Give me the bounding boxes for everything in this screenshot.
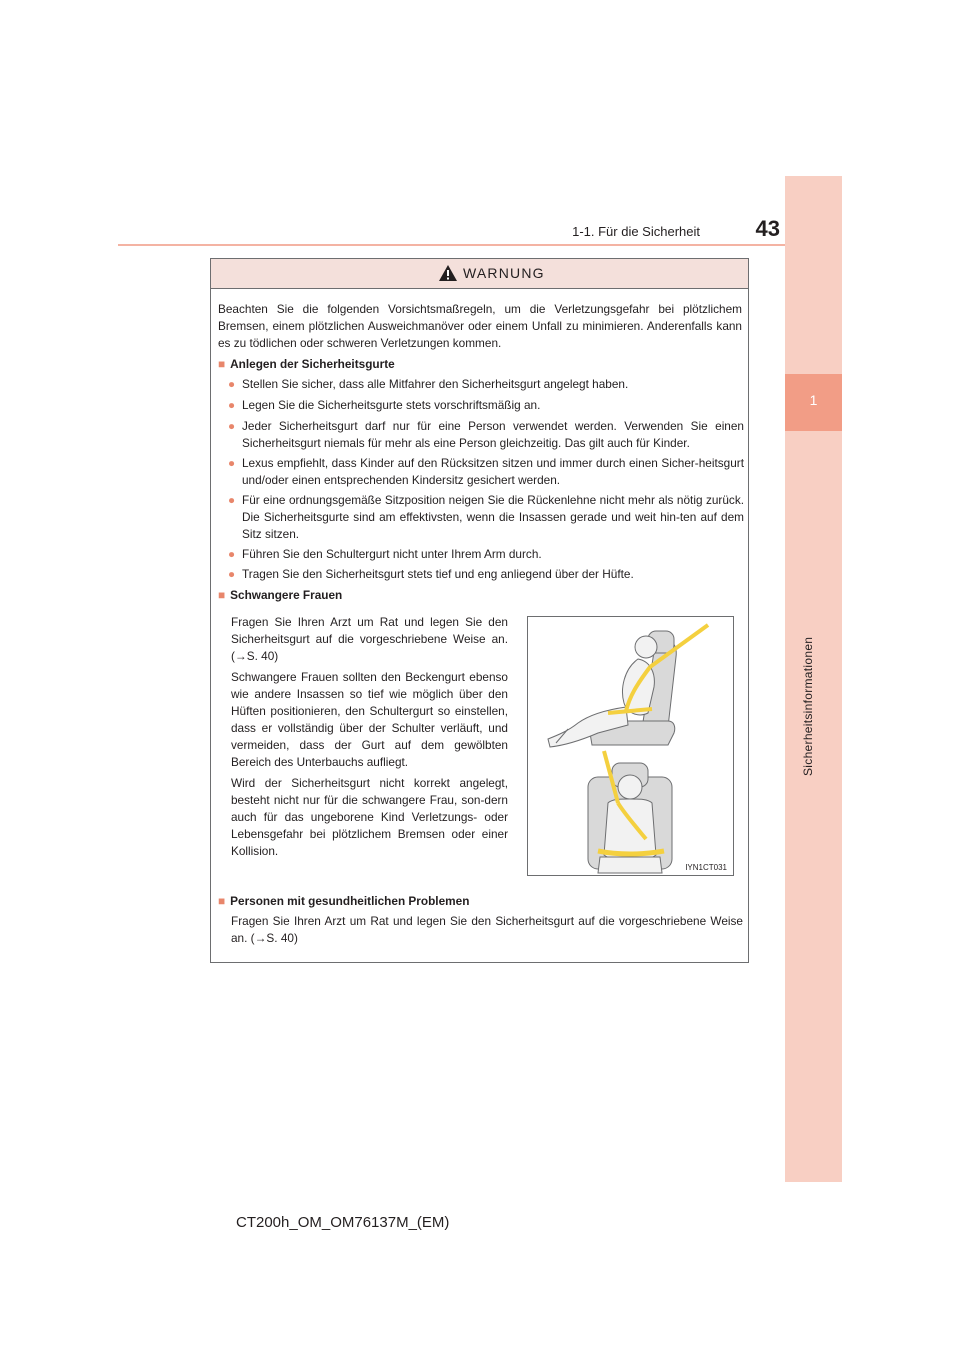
square-bullet-icon (218, 588, 225, 602)
seated-woman-illustration (528, 617, 733, 875)
warning-triangle-icon (438, 264, 458, 282)
section-heading-pregnant: ■ Schwangere Frauen (218, 587, 342, 604)
section-heading-seatbelts: ■ Anlegen der Sicherheitsgurte (218, 356, 395, 373)
bullet-icon (228, 397, 235, 414)
list-item: ● Führen Sie den Schultergurt nicht unter Ihrem Arm durch. (228, 546, 744, 563)
chapter-number: 1 (809, 392, 818, 408)
bullet-icon (228, 455, 235, 472)
header-section-title: 1-1. Für die Sicherheit (572, 224, 700, 239)
pregnant-paragraph: Fragen Sie Ihren Arzt um Rat und legen Sie den Sicherheitsgurt auf die vorgeschriebene Weise an. (→S. 40) (231, 615, 508, 663)
page-number: 43 (755, 216, 780, 241)
square-bullet-icon (218, 894, 225, 908)
bullet-icon (228, 492, 235, 509)
illustration-code: IYN1CT031 (685, 863, 727, 872)
pregnant-seatbelt-illustration (527, 616, 734, 876)
list-item: ● Tragen Sie den Sicherheitsgurt stets tief und eng anliegend über der Hüfte. (228, 566, 744, 583)
bullet-icon (228, 376, 235, 393)
warning-title: WARNUNG (463, 265, 545, 281)
list-item: ● Jeder Sicherheitsgurt darf nur für eine Person verwendet werden. Verwenden Sie einen Sicherheitsgurt niemals für mehr als eine Person gleichzeitig. Das gilt auch für Kinder. (228, 418, 744, 452)
chapter-side-tab (785, 176, 842, 1182)
list-item: ● Lexus empfiehlt, dass Kinder auf den Rücksitzen sitzen und immer durch einen Sicher-heitsgurt und/oder einen entsprechenden Kindersitz gesichert werden. (228, 455, 744, 489)
bullet-icon (228, 546, 235, 563)
warning-intro: Beachten Sie die folgenden Vorsichtsmaßregeln, um die Verletzungsgefahr bei plötzlichem Bremsen, einem plötzlichen Ausweichmanöver oder einem Unfall zu minimieren. Anderenfalls kann es zu tödlichen oder schweren Verletzungen kommen. (218, 302, 742, 350)
bullet-icon (228, 566, 235, 583)
square-bullet-icon (218, 357, 225, 371)
section-heading-health: ■ Personen mit gesundheitlichen Problemen (218, 893, 469, 910)
list-item: ● Stellen Sie sicher, dass alle Mitfahrer den Sicherheitsgurt angelegt haben. (228, 376, 744, 393)
header-divider (118, 244, 785, 246)
pregnant-paragraph: Wird der Sicherheitsgurt nicht korrekt angelegt, besteht nicht nur für die schwangere Frau, son-dern auch für das ungeborene Kind Verletzungs- oder Lebensgefahr bei plötzlichem Bremsen oder einer Kollision. (231, 776, 508, 858)
document-code: CT200h_OM_OM76137M_(EM) (236, 1214, 450, 1231)
warning-box (210, 258, 749, 963)
list-item: ● Für eine ordnungsgemäße Sitzposition neigen Sie die Rückenlehne nicht mehr als nötig zurück. Die Sicherheitsgurte sind am effektivsten, wenn die Insassen gerade und weit hin-ten auf dem Sitz sitzen. (228, 492, 744, 543)
list-item: ● Legen Sie die Sicherheitsgurte stets vorschriftsmäßig an. (228, 397, 744, 414)
pregnant-paragraph: Schwangere Frauen sollten den Beckengurt ebenso wie andere Insassen so tief wie möglich über den Hüften positionieren, den Schultergurt so einstellen, dass er vollständig über der Schulter verläuft, und vermeiden, dass der Gurt auf dem gewölbten Bereich des Unterbauchs aufliegt. (231, 670, 508, 769)
bullet-icon (228, 418, 235, 435)
warning-header (211, 259, 748, 289)
chapter-title: Sicherheitsinformationen (801, 636, 815, 776)
health-paragraph: Fragen Sie Ihren Arzt um Rat und legen Sie den Sicherheitsgurt auf die vorgeschriebene Weise an. (→S. 40) (231, 914, 743, 945)
